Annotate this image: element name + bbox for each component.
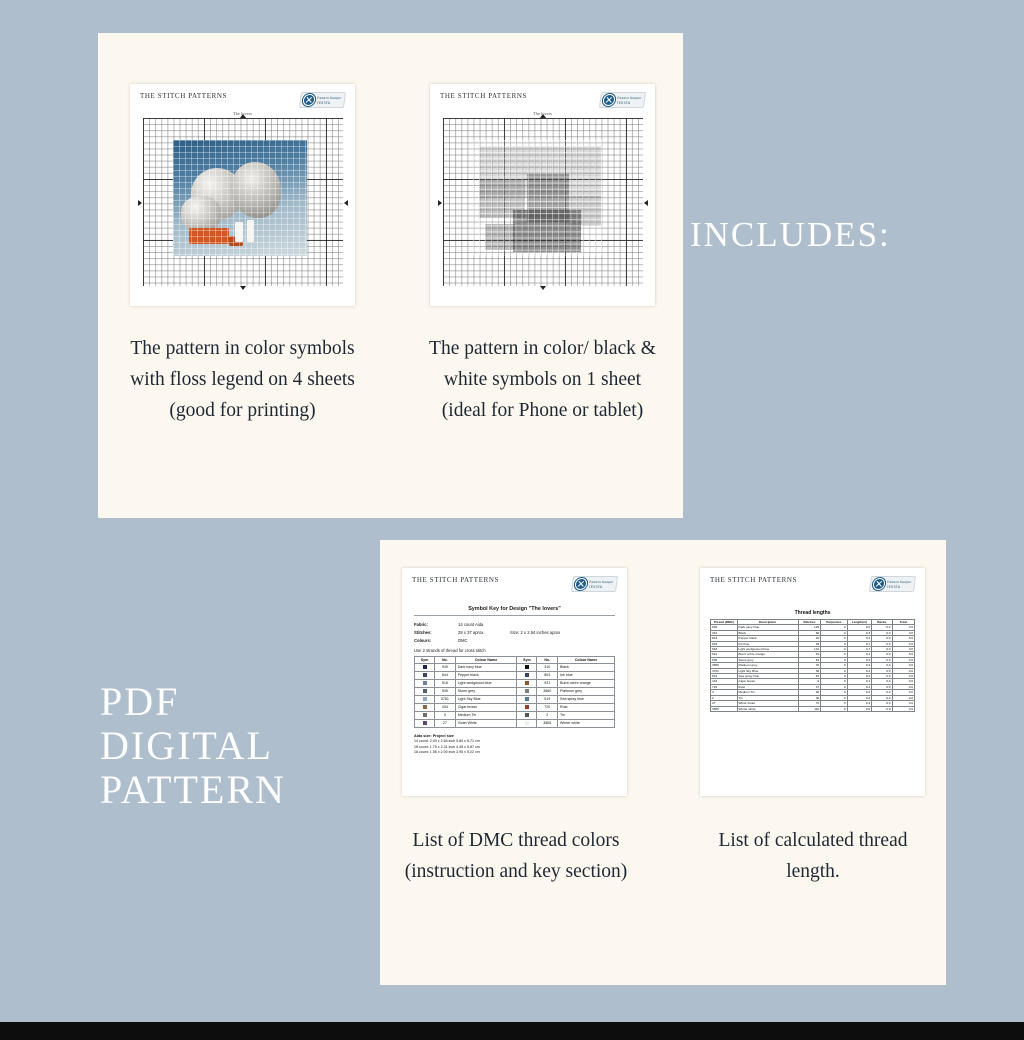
cell-colour-name: Burnt ochre orange	[558, 680, 615, 688]
cell-stitches: 36	[798, 695, 820, 700]
cell-length: 0.6	[847, 625, 871, 630]
stamp-line-1: Pattern Keeper	[886, 579, 912, 584]
sheet-title: THE STITCH PATTERNS	[440, 92, 527, 100]
cell-number: 518	[435, 680, 456, 688]
cell-number: 844	[435, 672, 456, 680]
chart-marker-right	[644, 200, 648, 206]
symbol-key-body	[402, 592, 627, 756]
cell-colour-name: Sea spray blue	[558, 696, 615, 704]
caption-color-symbols: The pattern in color symbols with floss legend on 4 sheets (good for printing)	[130, 338, 355, 421]
cell-total: 0.0	[892, 657, 914, 662]
cell-description: Stone grey	[737, 657, 798, 662]
cell-colour-name: Medium Tin	[455, 712, 517, 720]
cell-parpuntos: 0	[821, 630, 848, 635]
cell-thread: 535	[711, 657, 738, 662]
cell-stitches: 38	[798, 668, 820, 673]
cell-length: 0.2	[847, 695, 871, 700]
cell-description: Black	[737, 630, 798, 635]
cell-backs: 0.0	[872, 647, 892, 652]
cell-backs: 0.0	[872, 706, 892, 711]
cell-description: Ink blue	[737, 641, 798, 646]
chart-marker-bottom	[240, 286, 246, 290]
cell-number: 535	[435, 688, 456, 696]
caption-bw-symbols: The pattern in color/ black & white symbols on 1 sheet (ideal for Phone or tablet)	[429, 338, 656, 421]
stamp-line-1: Pattern Keeper	[316, 95, 342, 100]
cell-stitches: 29	[798, 641, 820, 646]
cell-stitches: 87	[798, 674, 820, 679]
cell-symbol	[517, 696, 537, 704]
cell-total: 0.0	[892, 684, 914, 689]
cell-total: 0.0	[892, 706, 914, 711]
meta-value-extra: Size: 2 x 2.64 inches aprox	[510, 630, 561, 635]
stamp-line-2: TESTED	[588, 584, 603, 589]
cell-thread: 803	[711, 641, 738, 646]
cell-parpuntos: 0	[821, 701, 848, 706]
cell-number: 434	[435, 704, 456, 712]
table-row	[415, 720, 615, 728]
stamp-line-2: TESTED	[886, 584, 901, 589]
divider	[414, 615, 615, 616]
meta-label: Colours:	[414, 638, 432, 643]
cell-parpuntos: 0	[821, 625, 848, 630]
meta-value: 28 x 37 aprox.	[458, 630, 485, 635]
caption-dmc-list: List of DMC thread colors (instruction and key section)	[404, 830, 628, 882]
cell-colour-name: Violet White	[455, 720, 517, 728]
cell-colour-name: Ink blue	[558, 672, 615, 680]
cell-symbol	[517, 680, 537, 688]
cell-stitches: 131	[798, 647, 820, 652]
cell-number: 720	[537, 704, 558, 712]
symbol-key-title: Symbol Key for Design "The lovers"	[468, 606, 561, 612]
pattern-keeper-tested-stamp	[299, 92, 346, 108]
cell-thread: 720	[711, 684, 738, 689]
cell-length: 0.4	[847, 663, 871, 668]
symbol-key-meta	[414, 622, 615, 643]
cell-parpuntos: 0	[821, 663, 848, 668]
cell-thread: 939	[711, 625, 738, 630]
col-sym-2: Sym	[517, 657, 537, 664]
cell-backs: 0.0	[872, 641, 892, 646]
table-header-row	[415, 657, 615, 664]
cell-number: 3	[435, 712, 456, 720]
pdf-heading-line-1: PDF	[100, 679, 180, 724]
cell-length: 0.2	[847, 684, 871, 689]
cell-backs: 0.0	[872, 695, 892, 700]
cell-number: 939	[435, 664, 456, 672]
cell-thread: 27	[711, 701, 738, 706]
cell-backs: 0.0	[872, 690, 892, 695]
cell-parpuntos: 0	[821, 636, 848, 641]
cell-symbol	[415, 704, 435, 712]
cell-parpuntos: 0	[821, 695, 848, 700]
cell-thread: 844	[711, 636, 738, 641]
cell-number: 921	[537, 680, 558, 688]
cell-number: 803	[537, 672, 558, 680]
cell-number: 519	[537, 696, 558, 704]
symbol-key-footer	[414, 734, 615, 756]
meta-row-colours	[414, 638, 615, 643]
cell-thread: 3761	[711, 668, 738, 673]
cell-length: 0.6	[847, 706, 871, 711]
col-thread: Thread (DMC)	[711, 620, 738, 625]
includes-heading: INCLUDES:	[690, 215, 891, 254]
col-name-2: Colour Name	[558, 657, 615, 664]
cell-symbol	[415, 664, 435, 672]
sheet-title: THE STITCH PATTERNS	[710, 576, 797, 584]
stamp-line-2: TESTED	[316, 100, 331, 105]
cell-symbol	[415, 672, 435, 680]
cell-total: 0.0	[892, 636, 914, 641]
cell-total: 0.0	[892, 652, 914, 657]
cell-thread: 518	[711, 647, 738, 652]
cell-stitches: 125	[798, 625, 820, 630]
cell-stitches: 51	[798, 657, 820, 662]
col-total: Total	[892, 620, 914, 625]
cell-parpuntos: 0	[821, 674, 848, 679]
sheet-header	[430, 84, 655, 108]
cell-number: 3865	[537, 720, 558, 728]
footer-line-3: 18 count: 1.56 x 2.00 inch 3.95 x 5.22 cm	[414, 750, 480, 755]
col-backs: Backs	[872, 620, 892, 625]
cell-length: 0.4	[847, 674, 871, 679]
thread-lengths-body	[700, 610, 925, 712]
cell-parpuntos: 0	[821, 690, 848, 695]
cell-description: Rust	[737, 684, 798, 689]
table-row	[415, 696, 615, 704]
cell-parpuntos: 0	[821, 652, 848, 657]
cell-number: 3860	[537, 688, 558, 696]
cell-stitches: 110	[798, 706, 820, 711]
pdf-digital-pattern-heading	[100, 680, 286, 812]
cell-colour-name: Light Sky Blue	[455, 696, 517, 704]
meta-value: DMC	[458, 638, 468, 643]
cell-length: 0.2	[847, 690, 871, 695]
cell-length: 0.2	[847, 668, 871, 673]
cell-description: Tin	[737, 695, 798, 700]
cross-stitch-x-icon	[574, 578, 588, 590]
chart-marker-top	[540, 114, 546, 118]
cell-backs: 0.0	[872, 663, 892, 668]
cell-colour-name: Cigar brown	[455, 704, 517, 712]
chart-caption: The lovers	[532, 111, 553, 116]
chart-marker-left	[138, 200, 142, 206]
symbol-key-note: Use 2 strands of thread for cross stitch	[414, 648, 486, 653]
cell-symbol	[415, 720, 435, 728]
col-sym-1: Sym	[415, 657, 435, 664]
pattern-keeper-tested-stamp	[599, 92, 646, 108]
cell-thread: 2	[711, 695, 738, 700]
cell-total: 0.0	[892, 674, 914, 679]
cell-colour-name: Platinum grey	[558, 688, 615, 696]
cell-length: 0.3	[847, 657, 871, 662]
sheet-header	[700, 568, 925, 592]
color-symbol-chart	[143, 118, 343, 286]
cell-description: Cigar brown	[737, 679, 798, 684]
cell-symbol	[517, 688, 537, 696]
cell-parpuntos: 0	[821, 657, 848, 662]
col-no-1: No.	[435, 657, 456, 664]
table-row	[415, 672, 615, 680]
footer-line-2: 16 count: 1.75 x 2.31 inch 4.45 x 5.87 cm	[414, 744, 480, 749]
cell-number: 3761	[435, 696, 456, 704]
cell-length: 0.1	[847, 679, 871, 684]
cell-colour-name: Stone grey	[455, 688, 517, 696]
pdf-heading-line-3: PATTERN	[100, 767, 286, 812]
cell-total: 0.0	[892, 695, 914, 700]
cell-symbol	[415, 712, 435, 720]
cell-description: Burnt ochre orange	[737, 652, 798, 657]
table-row	[415, 688, 615, 696]
cell-number: 2	[537, 712, 558, 720]
cell-length: 0.7	[847, 647, 871, 652]
thread-lengths-title: Thread lengths	[794, 610, 831, 616]
cell-stitches: 72	[798, 701, 820, 706]
table-row	[415, 704, 615, 712]
cell-thread: 3860	[711, 663, 738, 668]
cross-stitch-x-icon	[602, 94, 616, 106]
pattern-keeper-tested-stamp	[571, 576, 618, 592]
cell-backs: 0.0	[872, 684, 892, 689]
cell-parpuntos: 0	[821, 684, 848, 689]
cell-colour-name: Tin	[558, 712, 615, 720]
sheet-title: THE STITCH PATTERNS	[140, 92, 227, 100]
cell-thread: 434	[711, 679, 738, 684]
chart-marker-bottom	[540, 286, 546, 290]
cell-backs: 0.0	[872, 657, 892, 662]
cell-total: 0.0	[892, 630, 914, 635]
cell-description: Pepper black	[737, 636, 798, 641]
pattern-sheet-symbol-key[interactable]	[402, 568, 627, 796]
cross-stitch-x-icon	[872, 578, 886, 590]
cell-parpuntos: 0	[821, 706, 848, 711]
cell-description: Sea spray blue	[737, 674, 798, 679]
table-row	[415, 712, 615, 720]
cell-parpuntos: 0	[821, 647, 848, 652]
sheet-header	[402, 568, 627, 592]
bw-symbol-mass	[473, 140, 607, 256]
cell-stitches: 48	[798, 690, 820, 695]
cell-stitches: 66	[798, 630, 820, 635]
cell-backs: 0.0	[872, 674, 892, 679]
footer-title: Aida size: Project size	[414, 734, 454, 738]
stamp-line-1: Pattern Keeper	[588, 579, 614, 584]
cell-backs: 0.0	[872, 679, 892, 684]
cell-colour-name: Pepper black	[455, 672, 517, 680]
cell-thread: 921	[711, 652, 738, 657]
cell-symbol	[517, 712, 537, 720]
bw-symbol-chart	[443, 118, 643, 286]
chart-marker-right	[344, 200, 348, 206]
cell-backs: 0.0	[872, 630, 892, 635]
chart-marker-top	[240, 114, 246, 118]
meta-row-stitches	[414, 630, 615, 635]
cell-number: 310	[537, 664, 558, 672]
cell-length: 0.2	[847, 636, 871, 641]
col-name-1: Colour Name	[455, 657, 517, 664]
meta-label: Fabric:	[414, 622, 428, 627]
cell-symbol	[517, 664, 537, 672]
cell-total: 0.0	[892, 668, 914, 673]
pattern-sheet-thread-lengths[interactable]	[700, 568, 925, 796]
cell-description: Winter white	[737, 706, 798, 711]
cell-backs: 0.0	[872, 625, 892, 630]
cell-description: Medium Tin	[737, 690, 798, 695]
cell-description: White Violet	[737, 701, 798, 706]
cell-thread: 519	[711, 674, 738, 679]
cell-total: 0.0	[892, 690, 914, 695]
pattern-preview-image	[173, 140, 307, 256]
cell-description: Light Sky Blue	[737, 668, 798, 673]
meta-row-fabric	[414, 622, 615, 627]
cell-thread: 3865	[711, 706, 738, 711]
cell-parpuntos: 0	[821, 641, 848, 646]
cell-symbol	[415, 680, 435, 688]
cell-colour-name: Dark navy blue	[455, 664, 517, 672]
caption-thread-length: List of calculated thread length.	[718, 830, 908, 882]
meta-label: Stitches:	[414, 630, 432, 635]
cell-parpuntos: 0	[821, 668, 848, 673]
cell-symbol	[517, 672, 537, 680]
cell-length: 0.1	[847, 641, 871, 646]
cell-length: 0.4	[847, 701, 871, 706]
cell-stitches: 37	[798, 684, 820, 689]
col-parpuntos: Parpuntos	[821, 620, 848, 625]
chart-marker-left	[438, 200, 442, 206]
cell-number: 27	[435, 720, 456, 728]
cell-backs: 0.0	[872, 636, 892, 641]
cell-backs: 0.0	[872, 668, 892, 673]
cell-parpuntos: 0	[821, 679, 848, 684]
cell-length: 0.3	[847, 630, 871, 635]
cell-symbol	[517, 704, 537, 712]
cell-description: Dark navy blue	[737, 625, 798, 630]
stamp-line-1: Pattern Keeper	[616, 95, 642, 100]
pattern-sheet-bw-symbols[interactable]	[430, 84, 655, 306]
cell-description: Platinum grey	[737, 663, 798, 668]
cell-description: Light wedgewood blue	[737, 647, 798, 652]
cell-total: 0.0	[892, 679, 914, 684]
cell-thread: 310	[711, 630, 738, 635]
cell-total: 0.0	[892, 701, 914, 706]
cell-colour-name: Winter white	[558, 720, 615, 728]
cell-total: 0.0	[892, 641, 914, 646]
pattern-keeper-tested-stamp	[869, 576, 916, 592]
cell-symbol	[517, 720, 537, 728]
cell-stitches: 76	[798, 663, 820, 668]
cell-symbol	[415, 696, 435, 704]
thread-lengths-table	[710, 619, 915, 712]
symbol-key-table	[414, 656, 615, 728]
col-no-2: No.	[537, 657, 558, 664]
sheet-title: THE STITCH PATTERNS	[412, 576, 499, 584]
cell-colour-name: Light wedgwood blue	[455, 680, 517, 688]
cell-thread: 3	[711, 690, 738, 695]
cell-backs: 0.0	[872, 652, 892, 657]
cell-total: 0.0	[892, 663, 914, 668]
cell-stitches: 9	[798, 679, 820, 684]
cell-total: 0.0	[892, 625, 914, 630]
cell-colour-name: Rust	[558, 704, 615, 712]
cell-backs: 0.0	[872, 701, 892, 706]
footer-line-1: 14 count: 2.00 x 2.64 inch 5.80 x 6.71 cm	[414, 739, 480, 744]
cell-colour-name: Black	[558, 664, 615, 672]
cell-total: 0.0	[892, 647, 914, 652]
pattern-sheet-color-symbols[interactable]	[130, 84, 355, 306]
table-row	[711, 706, 915, 711]
pdf-heading-line-2: DIGITAL	[100, 723, 273, 768]
cell-length: 0.1	[847, 652, 871, 657]
meta-value: 14 count Aida	[458, 622, 484, 627]
stamp-line-2: TESTED	[616, 100, 631, 105]
col-stitches: Stitches	[798, 620, 820, 625]
sheet-header	[130, 84, 355, 108]
cross-stitch-x-icon	[302, 94, 316, 106]
table-row	[415, 664, 615, 672]
cell-stitches: 19	[798, 652, 820, 657]
table-row	[415, 680, 615, 688]
cell-stitches: 46	[798, 636, 820, 641]
col-description: Description	[737, 620, 798, 625]
bottom-bar	[0, 1022, 1024, 1040]
chart-caption: The lovers	[232, 111, 253, 116]
col-length: Length(m)	[847, 620, 871, 625]
cell-symbol	[415, 688, 435, 696]
